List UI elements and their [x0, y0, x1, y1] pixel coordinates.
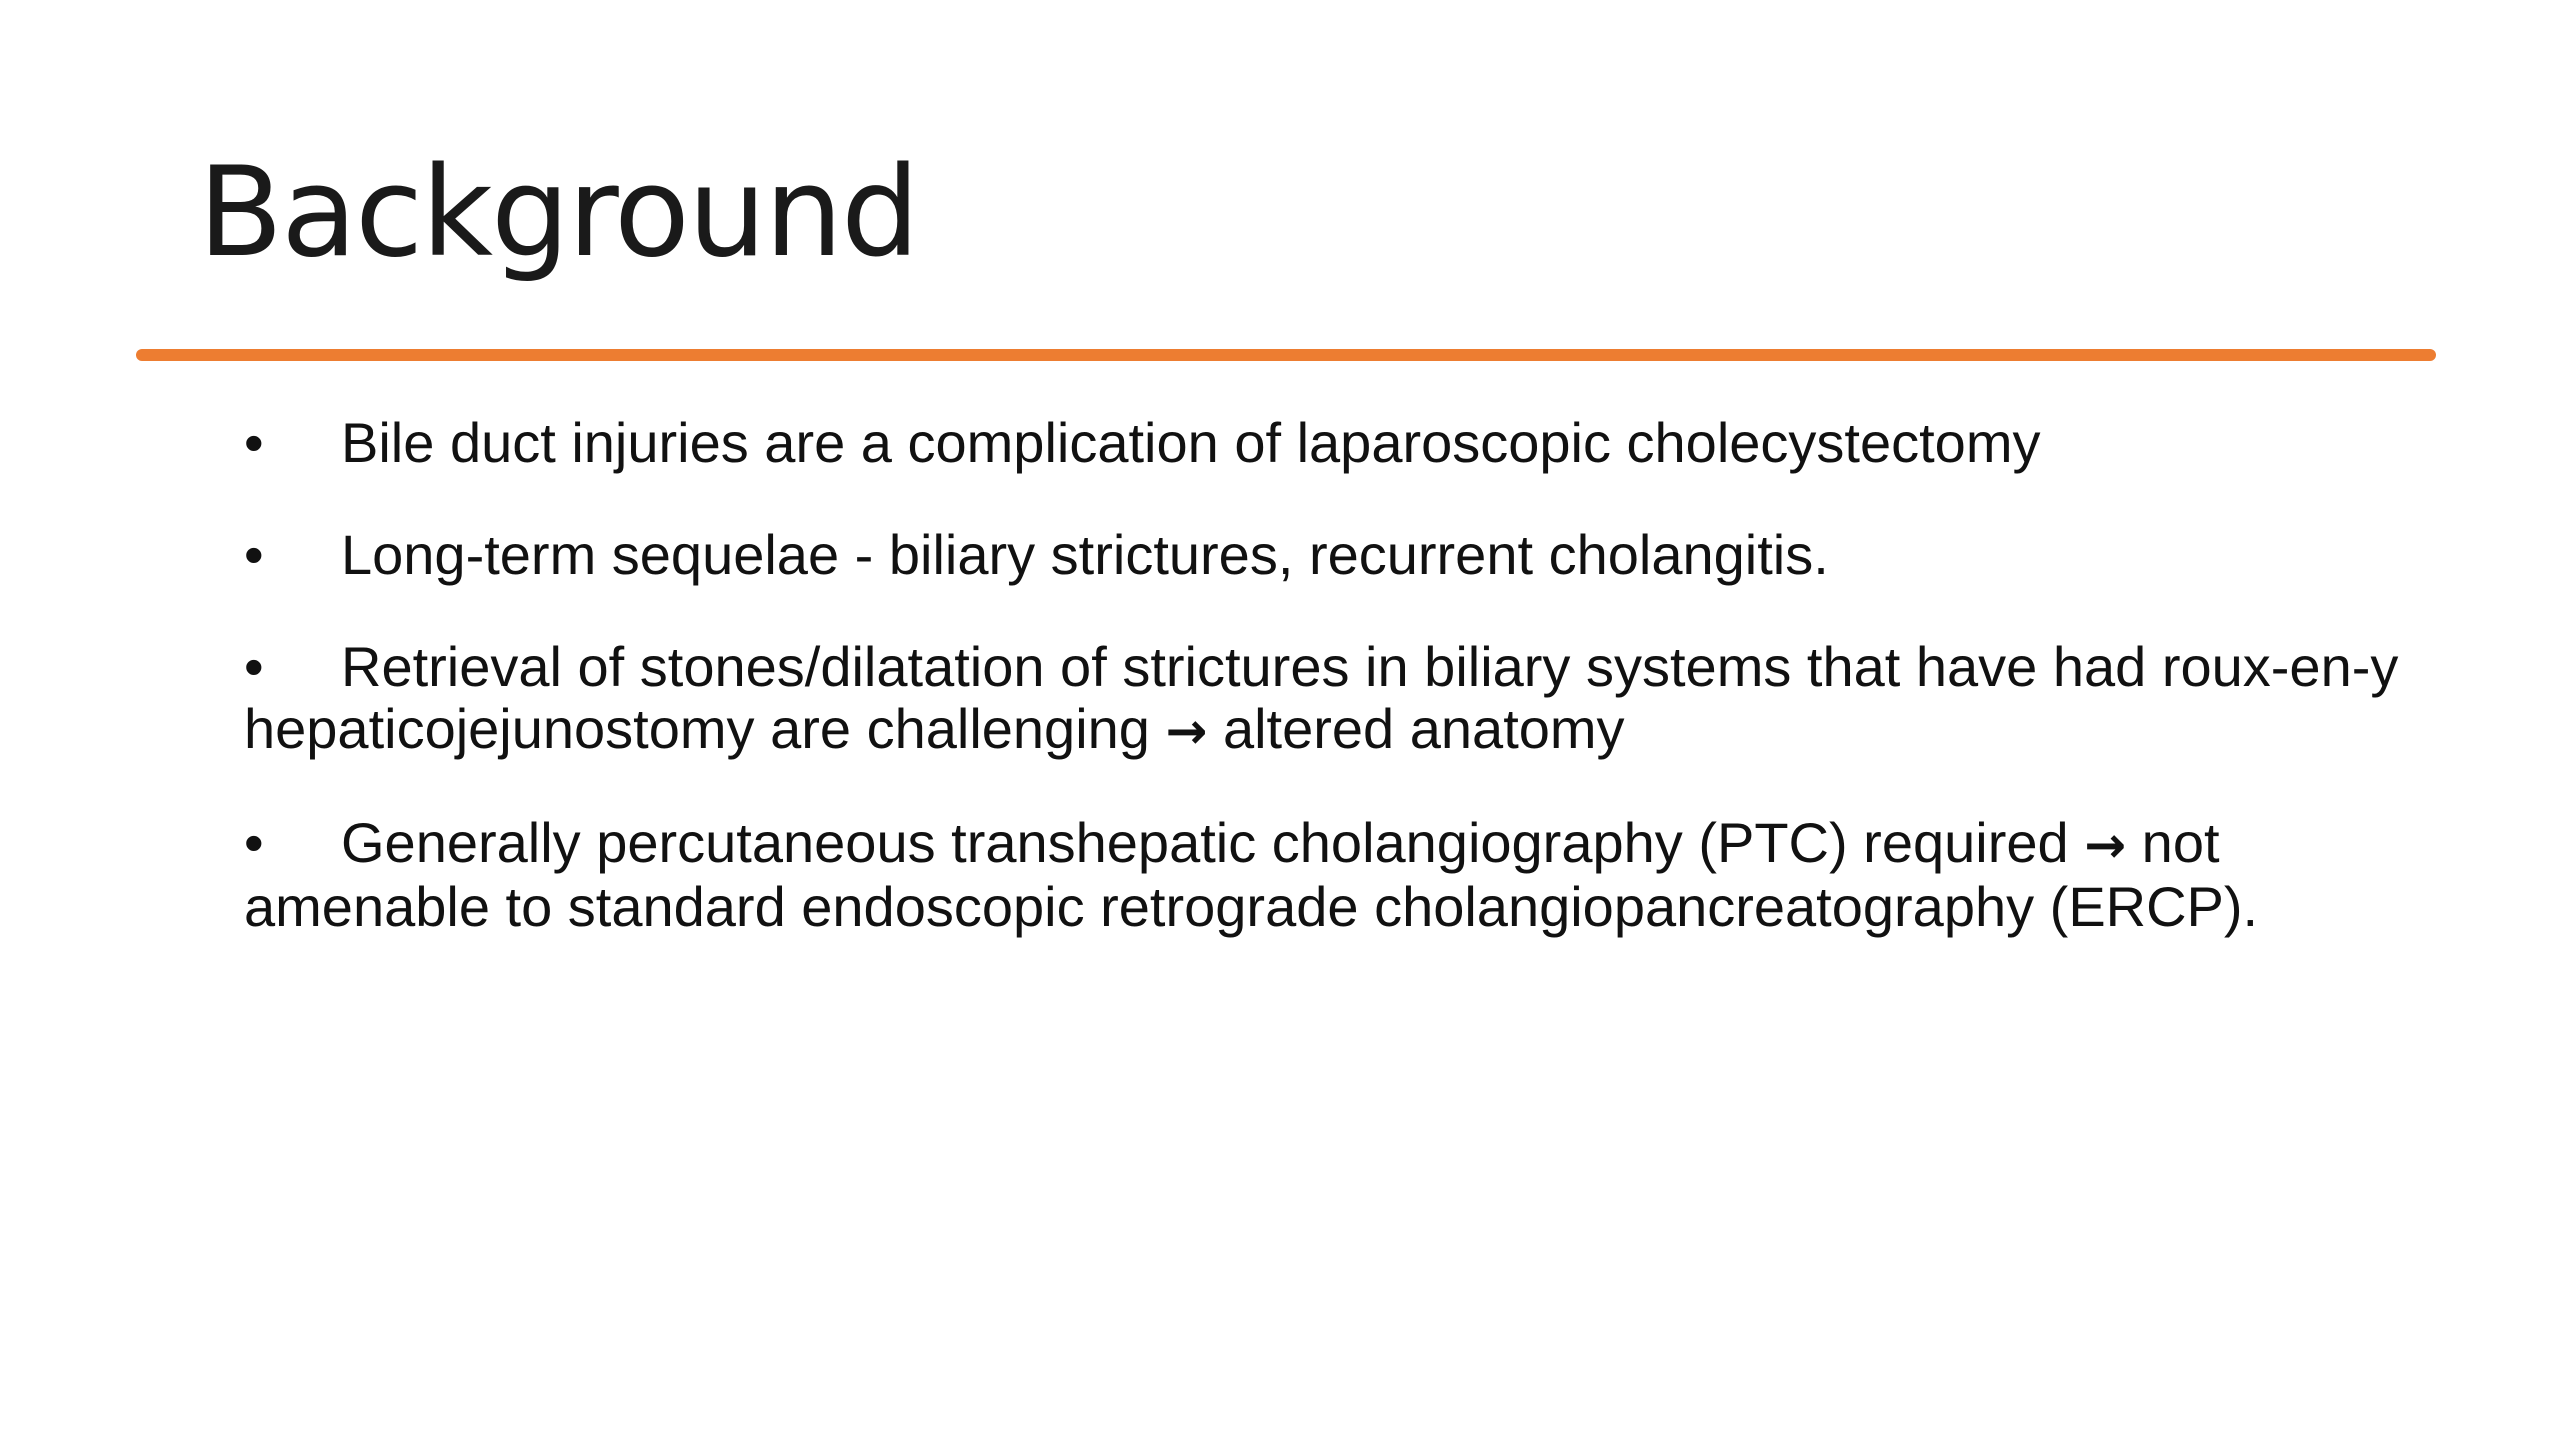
bullet-text: Retrieval of stones/dilatation of strictures in biliary systems that have had roux-en-y hepaticojejunostomy are challenging	[244, 635, 2399, 760]
bullet-item	[244, 524, 2444, 586]
slide-title: Background	[198, 141, 918, 285]
bullet-marker: •	[244, 411, 264, 474]
bullet-text-continuation: not amenable to standard endoscopic retrograde cholangiopancreatography (ERCP).	[244, 811, 2259, 938]
bullet-text: Generally percutaneous transhepatic cholangiography (PTC) required	[341, 811, 2069, 874]
bullet-marker: •	[244, 635, 264, 698]
bullet-marker: •	[244, 523, 264, 586]
arrow-right-icon: →	[1165, 702, 1208, 760]
bullet-text: Bile duct injuries are a complication of laparoscopic cholecystectomy	[341, 411, 2041, 474]
bullet-text: Long-term sequelae - biliary strictures, recurrent cholangitis.	[341, 523, 1829, 586]
bullet-marker: •	[244, 811, 264, 874]
title-divider	[136, 349, 2436, 361]
bullet-item	[244, 636, 2444, 762]
bullet-item	[244, 412, 2444, 474]
arrow-right-icon: →	[2084, 816, 2127, 874]
bullet-text-continuation: altered anatomy	[1222, 697, 1625, 760]
bullet-list	[244, 412, 2444, 988]
bullet-item	[244, 812, 2444, 938]
